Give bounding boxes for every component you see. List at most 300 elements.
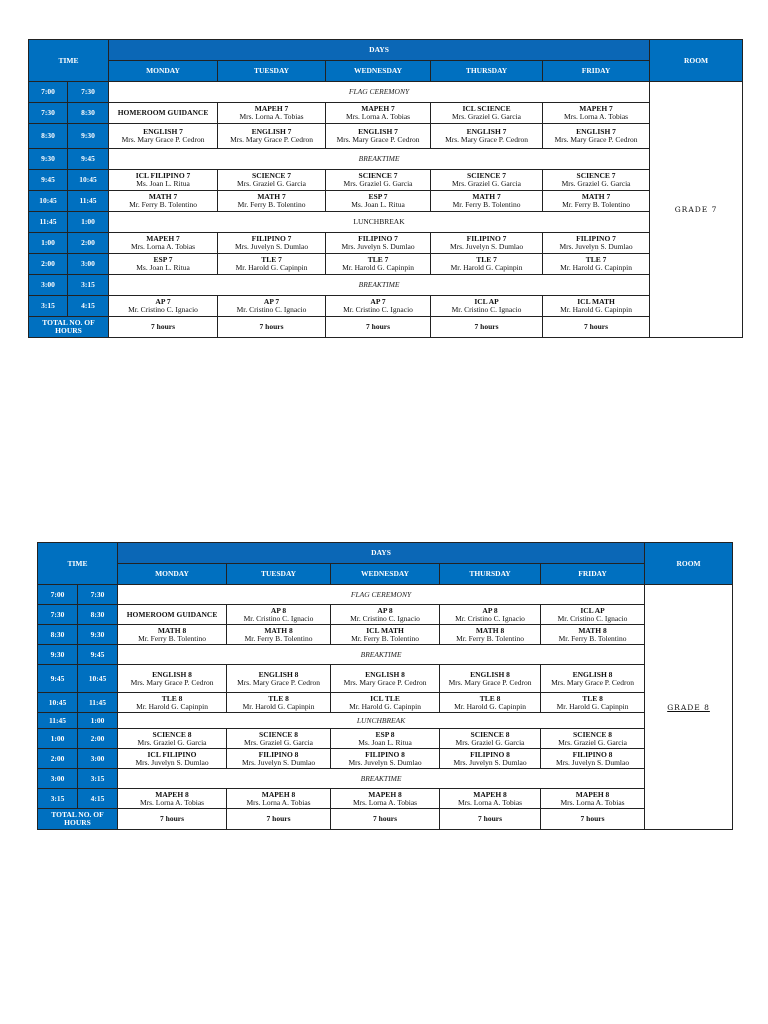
teacher-name: Mrs. Mary Grace P. Cedron xyxy=(336,135,420,144)
teacher-name: Mrs. Mary Grace P. Cedron xyxy=(445,135,528,144)
time-end: 4:15 xyxy=(78,789,118,809)
class-cell xyxy=(109,233,218,254)
subject-name: ICL FILIPINO xyxy=(147,749,197,759)
time-start: 8:30 xyxy=(29,124,68,149)
total-hours-value: 7 hours xyxy=(331,809,440,830)
day-tuesday-header: TUESDAY xyxy=(227,564,331,585)
class-cell xyxy=(331,789,440,809)
class-cell xyxy=(218,254,326,275)
schedule-special-row xyxy=(29,212,743,233)
teacher-name: Mrs. Lorna A. Tobias xyxy=(563,112,629,121)
class-cell xyxy=(227,605,331,625)
subject-name: SCIENCE 8 xyxy=(573,729,613,739)
subject-name: ENGLISH 7 xyxy=(143,127,183,136)
teacher-name: Mrs. Lorna A. Tobias xyxy=(246,797,311,807)
subject-name: MAPEH 7 xyxy=(254,104,289,113)
class-cell xyxy=(431,170,543,191)
schedule-row xyxy=(29,254,743,275)
teacher-name: Mrs. Graziel G. Garcia xyxy=(558,737,627,747)
time-start: 9:30 xyxy=(29,149,68,170)
time-start: 1:00 xyxy=(29,233,68,254)
time-end: 9:30 xyxy=(68,124,109,149)
special-period-label: LUNCHBREAK xyxy=(109,212,650,233)
class-cell xyxy=(227,693,331,713)
class-cell xyxy=(326,124,431,149)
subject-name: AP 7 xyxy=(370,297,386,306)
days-header: DAYS xyxy=(118,543,645,564)
class-cell xyxy=(431,103,543,124)
class-cell xyxy=(541,665,645,693)
subject-name: MATH 7 xyxy=(472,192,501,201)
time-end: 7:30 xyxy=(68,82,109,103)
subject-name: MATH 8 xyxy=(157,625,187,635)
total-hours-value: 7 hours xyxy=(218,317,326,338)
subject-name: SCIENCE 8 xyxy=(259,729,298,739)
total-hours-value: 7 hours xyxy=(543,317,650,338)
subject-name: SCIENCE 7 xyxy=(467,171,506,180)
schedule-special-row xyxy=(38,713,733,729)
total-hours-value: 7 hours xyxy=(118,809,227,830)
class-cell xyxy=(218,233,326,254)
grade-7-schedule-table xyxy=(28,39,743,338)
class-cell xyxy=(109,254,218,275)
class-cell xyxy=(331,729,440,749)
room-header: ROOM xyxy=(650,40,743,82)
class-cell xyxy=(543,103,650,124)
days-header: DAYS xyxy=(109,40,650,61)
class-cell xyxy=(331,665,440,693)
class-cell xyxy=(118,693,227,713)
teacher-name: Mrs. Lorna A. Tobias xyxy=(560,797,625,807)
time-header: TIME xyxy=(38,543,118,585)
subject-name: ESP 7 xyxy=(153,255,173,264)
subject-name: FILIPINO 7 xyxy=(358,234,398,243)
teacher-name: Mr. Ferry B. Tolentino xyxy=(562,200,630,209)
teacher-name: Mrs. Mary Grace P. Cedron xyxy=(448,677,532,687)
subject-name: ICL MATH xyxy=(366,625,404,635)
schedule-row xyxy=(38,749,733,769)
schedule-body xyxy=(38,585,733,830)
subject-name: TLE 7 xyxy=(476,255,497,264)
schedule-row xyxy=(29,103,743,124)
class-cell xyxy=(543,124,650,149)
class-cell xyxy=(331,749,440,769)
subject-name: HOMEROOM GUIDANCE xyxy=(117,108,209,117)
teacher-name: Mr. Harold G. Capinpin xyxy=(560,263,632,272)
teacher-name: Mrs. Juvelyn S. Dumlao xyxy=(555,757,630,767)
teacher-name: Mrs. Graziel G. Garcia xyxy=(237,179,306,188)
class-cell xyxy=(431,233,543,254)
time-header: TIME xyxy=(29,40,109,82)
class-cell xyxy=(541,605,645,625)
special-period-label: FLAG CEREMONY xyxy=(109,82,650,103)
teacher-name: Mr. Ferry B. Tolentino xyxy=(452,200,521,209)
time-end: 9:30 xyxy=(78,625,118,645)
day-wednesday-header: WEDNESDAY xyxy=(331,564,440,585)
teacher-name: Mrs. Juvelyn S. Dumlao xyxy=(453,757,527,767)
subject-name: TLE 8 xyxy=(268,693,289,703)
class-cell xyxy=(118,789,227,809)
subject-name: SCIENCE 8 xyxy=(152,729,192,739)
time-start: 10:45 xyxy=(29,191,68,212)
class-cell xyxy=(227,625,331,645)
time-end: 2:00 xyxy=(68,233,109,254)
teacher-name: Mrs. Juvelyn S. Dumlao xyxy=(135,757,209,767)
class-cell xyxy=(326,254,431,275)
class-cell xyxy=(109,296,218,317)
subject-name: HOMEROOM GUIDANCE xyxy=(126,609,218,619)
teacher-name: Mrs. Mary Grace P. Cedron xyxy=(551,677,634,687)
special-period-label: BREAKTIME xyxy=(109,275,650,296)
subject-name: TLE 8 xyxy=(479,693,501,703)
total-hours-label: TOTAL NO. OF HOURS xyxy=(29,317,109,338)
special-period-label: BREAKTIME xyxy=(109,149,650,170)
subject-name: SCIENCE 7 xyxy=(358,171,398,180)
class-cell xyxy=(118,749,227,769)
day-tuesday-header: TUESDAY xyxy=(218,61,326,82)
teacher-name: Mrs. Mary Grace P. Cedron xyxy=(130,677,214,687)
subject-name: MATH 7 xyxy=(148,192,178,201)
subject-name: SCIENCE 7 xyxy=(252,171,291,180)
teacher-name: Mr. Harold G. Capinpin xyxy=(349,701,421,711)
schedule-row xyxy=(38,693,733,713)
subject-name: ICL TLE xyxy=(370,693,400,703)
subject-name: SCIENCE 8 xyxy=(470,729,510,739)
class-cell xyxy=(326,170,431,191)
teacher-name: Mr. Cristino C. Ignacio xyxy=(451,305,522,314)
class-cell xyxy=(431,296,543,317)
schedule-special-row xyxy=(29,149,743,170)
schedule-row xyxy=(38,605,733,625)
schedule-row xyxy=(38,729,733,749)
subject-name: MATH 8 xyxy=(264,625,293,635)
subject-name: MATH 7 xyxy=(257,192,286,201)
time-end: 3:15 xyxy=(68,275,109,296)
subject-name: FILIPINO 8 xyxy=(572,749,613,759)
teacher-name: Mrs. Juvelyn S. Dumlao xyxy=(348,757,422,767)
teacher-name: Mrs. Mary Grace P. Cedron xyxy=(230,135,313,144)
time-end: 3:00 xyxy=(68,254,109,275)
teacher-name: Ms. Joan L. Ritua xyxy=(136,179,190,188)
time-start: 3:00 xyxy=(38,769,78,789)
class-cell xyxy=(218,191,326,212)
teacher-name: Mrs. Graziel G. Garcia xyxy=(455,737,525,747)
teacher-name: Mrs. Juvelyn S. Dumlao xyxy=(234,242,309,251)
class-cell xyxy=(218,124,326,149)
teacher-name: Mr. Ferry B. Tolentino xyxy=(558,633,627,643)
class-cell xyxy=(109,103,218,124)
time-start: 9:45 xyxy=(29,170,68,191)
subject-name: MAPEH 7 xyxy=(146,234,180,243)
teacher-name: Mr. Cristino C. Ignacio xyxy=(557,613,628,623)
subject-name: FILIPINO 8 xyxy=(365,749,405,759)
teacher-name: Ms. Joan L. Ritua xyxy=(358,737,412,747)
teacher-name: Mrs. Mary Grace P. Cedron xyxy=(343,677,427,687)
time-end: 4:15 xyxy=(68,296,109,317)
teacher-name: Mrs. Graziel G. Garcia xyxy=(244,737,313,747)
class-cell xyxy=(109,124,218,149)
teacher-name: Mrs. Juvelyn S. Dumlao xyxy=(341,242,415,251)
class-cell xyxy=(218,103,326,124)
time-start: 7:00 xyxy=(29,82,68,103)
class-cell xyxy=(331,625,440,645)
subject-name: ESP 7 xyxy=(368,192,388,201)
teacher-name: Mrs. Lorna A. Tobias xyxy=(130,242,196,251)
teacher-name: Mr. Harold G. Capinpin xyxy=(454,701,526,711)
class-cell xyxy=(440,693,541,713)
subject-name: ENGLISH 7 xyxy=(466,127,507,136)
class-cell xyxy=(118,625,227,645)
teacher-name: Mrs. Mary Grace P. Cedron xyxy=(237,677,320,687)
teacher-name: Mr. Harold G. Capinpin xyxy=(235,263,308,272)
time-start: 2:00 xyxy=(38,749,78,769)
subject-name: ESP 8 xyxy=(375,729,395,739)
teacher-name: Mrs. Lorna A. Tobias xyxy=(345,112,411,121)
subject-name: ENGLISH 7 xyxy=(576,127,616,136)
schedule-row xyxy=(38,789,733,809)
schedule-row xyxy=(29,124,743,149)
time-start: 11:45 xyxy=(38,713,78,729)
class-cell xyxy=(227,665,331,693)
schedule-body xyxy=(29,82,743,338)
day-monday-header: MONDAY xyxy=(118,564,227,585)
schedule-special-row xyxy=(38,769,733,789)
special-period-label: BREAKTIME xyxy=(118,645,645,665)
class-cell xyxy=(331,693,440,713)
teacher-name: Mr. Ferry B. Tolentino xyxy=(129,200,197,209)
subject-name: MAPEH 7 xyxy=(579,104,613,113)
teacher-name: Mrs. Juvelyn S. Dumlao xyxy=(241,757,316,767)
teacher-name: Mr. Harold G. Capinpin xyxy=(450,263,523,272)
time-start: 10:45 xyxy=(38,693,78,713)
teacher-name: Mrs. Lorna A. Tobias xyxy=(457,797,523,807)
time-end: 3:00 xyxy=(78,749,118,769)
time-start: 1:00 xyxy=(38,729,78,749)
class-cell xyxy=(118,729,227,749)
day-thursday-header: THURSDAY xyxy=(440,564,541,585)
time-start: 7:30 xyxy=(38,605,78,625)
class-cell xyxy=(227,749,331,769)
class-cell xyxy=(440,605,541,625)
time-end: 8:30 xyxy=(78,605,118,625)
time-end: 8:30 xyxy=(68,103,109,124)
total-hours-row xyxy=(29,317,743,338)
subject-name: ICL SCIENCE xyxy=(462,104,511,113)
schedule-special-row xyxy=(29,82,743,103)
class-cell xyxy=(227,729,331,749)
class-cell xyxy=(218,296,326,317)
class-cell xyxy=(541,729,645,749)
class-cell xyxy=(326,296,431,317)
teacher-name: Mr. Cristino C. Ignacio xyxy=(350,613,420,623)
class-cell xyxy=(440,789,541,809)
room-label: GRADE 7 xyxy=(650,82,743,338)
teacher-name: Mrs. Mary Grace P. Cedron xyxy=(554,135,638,144)
subject-name: MAPEH 8 xyxy=(575,789,610,799)
schedule-row xyxy=(29,170,743,191)
subject-name: AP 7 xyxy=(155,297,171,306)
subject-name: MAPEH 7 xyxy=(361,104,395,113)
schedule-special-row xyxy=(38,645,733,665)
subject-name: TLE 7 xyxy=(261,255,282,264)
subject-name: TLE 8 xyxy=(161,693,183,703)
time-start: 9:45 xyxy=(38,665,78,693)
day-wednesday-header: WEDNESDAY xyxy=(326,61,431,82)
time-start: 3:00 xyxy=(29,275,68,296)
schedule-row xyxy=(38,625,733,645)
subject-name: ENGLISH 7 xyxy=(251,127,292,136)
teacher-name: Mr. Harold G. Capinpin xyxy=(242,701,315,711)
time-end: 9:45 xyxy=(68,149,109,170)
teacher-name: Mrs. Graziel G. Garcia xyxy=(452,112,521,121)
schedule-row xyxy=(29,296,743,317)
subject-name: AP 8 xyxy=(377,605,393,615)
day-monday-header: MONDAY xyxy=(109,61,218,82)
schedule-row xyxy=(29,191,743,212)
teacher-name: Mrs. Graziel G. Garcia xyxy=(137,737,207,747)
time-end: 11:45 xyxy=(78,693,118,713)
class-cell xyxy=(431,254,543,275)
subject-name: FILIPINO 7 xyxy=(576,234,616,243)
subject-name: FILIPINO 7 xyxy=(466,234,507,243)
teacher-name: Ms. Joan L. Ritua xyxy=(136,263,190,272)
subject-name: ENGLISH 7 xyxy=(358,127,398,136)
class-cell xyxy=(543,170,650,191)
subject-name: MAPEH 8 xyxy=(261,789,296,799)
time-start: 2:00 xyxy=(29,254,68,275)
subject-name: ENGLISH 8 xyxy=(152,669,192,679)
subject-name: MAPEH 8 xyxy=(155,789,189,799)
subject-name: FILIPINO 8 xyxy=(470,749,510,759)
class-cell xyxy=(543,296,650,317)
class-cell xyxy=(543,254,650,275)
subject-name: AP 8 xyxy=(270,605,287,615)
time-start: 3:15 xyxy=(38,789,78,809)
teacher-name: Mr. Ferry B. Tolentino xyxy=(138,633,206,643)
time-end: 1:00 xyxy=(68,212,109,233)
class-cell xyxy=(218,170,326,191)
class-cell xyxy=(118,665,227,693)
class-cell xyxy=(541,789,645,809)
teacher-name: Mr. Harold G. Capinpin xyxy=(560,305,632,314)
class-cell xyxy=(541,693,645,713)
subject-name: ENGLISH 8 xyxy=(470,669,510,679)
subject-name: TLE 8 xyxy=(582,693,603,703)
class-cell xyxy=(118,605,227,625)
teacher-name: Mr. Cristino C. Ignacio xyxy=(128,305,198,314)
day-thursday-header: THURSDAY xyxy=(431,61,543,82)
teacher-name: Mr. Harold G. Capinpin xyxy=(342,263,414,272)
class-cell xyxy=(326,191,431,212)
teacher-name: Mr. Ferry B. Tolentino xyxy=(351,633,419,643)
schedule-row xyxy=(38,665,733,693)
total-hours-value: 7 hours xyxy=(541,809,645,830)
subject-name: MAPEH 8 xyxy=(473,789,507,799)
class-cell xyxy=(543,191,650,212)
teacher-name: Mr. Cristino C. Ignacio xyxy=(455,613,525,623)
schedule-special-row xyxy=(38,585,733,605)
subject-name: FILIPINO 8 xyxy=(258,749,299,759)
class-cell xyxy=(431,124,543,149)
grade-8-schedule-table xyxy=(37,542,733,830)
subject-name: TLE 7 xyxy=(367,255,389,264)
time-end: 11:45 xyxy=(68,191,109,212)
teacher-name: Mrs. Lorna A. Tobias xyxy=(352,797,418,807)
time-end: 1:00 xyxy=(78,713,118,729)
day-friday-header: FRIDAY xyxy=(541,564,645,585)
teacher-name: Mrs. Juvelyn S. Dumlao xyxy=(449,242,524,251)
subject-name: ENGLISH 8 xyxy=(258,669,299,679)
subject-name: ICL MATH xyxy=(577,297,615,306)
class-cell xyxy=(227,789,331,809)
subject-name: AP 7 xyxy=(263,297,280,306)
subject-name: ICL AP xyxy=(474,297,499,306)
schedule-special-row xyxy=(29,275,743,296)
time-end: 7:30 xyxy=(78,585,118,605)
total-hours-value: 7 hours xyxy=(109,317,218,338)
subject-name: MATH 8 xyxy=(475,625,505,635)
time-start: 11:45 xyxy=(29,212,68,233)
teacher-name: Mr. Ferry B. Tolentino xyxy=(237,200,306,209)
class-cell xyxy=(326,103,431,124)
class-cell xyxy=(109,170,218,191)
total-hours-value: 7 hours xyxy=(227,809,331,830)
subject-name: MAPEH 8 xyxy=(368,789,402,799)
teacher-name: Mrs. Graziel G. Garcia xyxy=(452,179,521,188)
teacher-name: Mr. Ferry B. Tolentino xyxy=(244,633,313,643)
room-label: GRADE 8 xyxy=(645,585,733,830)
teacher-name: Mr. Cristino C. Ignacio xyxy=(343,305,413,314)
teacher-name: Mr. Cristino C. Ignacio xyxy=(236,305,307,314)
subject-name: MATH 7 xyxy=(581,192,611,201)
teacher-name: Mrs. Lorna A. Tobias xyxy=(239,112,304,121)
day-friday-header: FRIDAY xyxy=(543,61,650,82)
time-start: 7:30 xyxy=(29,103,68,124)
subject-name: FILIPINO 7 xyxy=(251,234,292,243)
class-cell xyxy=(326,233,431,254)
teacher-name: Mrs. Graziel G. Garcia xyxy=(343,179,413,188)
teacher-name: Mrs. Mary Grace P. Cedron xyxy=(121,135,205,144)
teacher-name: Ms. Joan L. Ritua xyxy=(351,200,405,209)
special-period-label: FLAG CEREMONY xyxy=(118,585,645,605)
time-start: 3:15 xyxy=(29,296,68,317)
class-cell xyxy=(440,665,541,693)
special-period-label: LUNCHBREAK xyxy=(118,713,645,729)
class-cell xyxy=(440,625,541,645)
class-cell xyxy=(541,625,645,645)
time-end: 10:45 xyxy=(68,170,109,191)
teacher-name: Mr. Ferry B. Tolentino xyxy=(456,633,524,643)
time-start: 9:30 xyxy=(38,645,78,665)
class-cell xyxy=(331,605,440,625)
time-start: 8:30 xyxy=(38,625,78,645)
teacher-name: Mrs. Juvelyn S. Dumlao xyxy=(559,242,633,251)
subject-name: TLE 7 xyxy=(585,255,607,264)
teacher-name: Mrs. Graziel G. Garcia xyxy=(561,179,631,188)
total-hours-value: 7 hours xyxy=(440,809,541,830)
time-start: 7:00 xyxy=(38,585,78,605)
subject-name: AP 8 xyxy=(482,605,498,615)
teacher-name: Mr. Harold G. Capinpin xyxy=(136,701,208,711)
total-hours-value: 7 hours xyxy=(326,317,431,338)
total-hours-label: TOTAL NO. OF HOURS xyxy=(38,809,118,830)
teacher-name: Mr. Cristino C. Ignacio xyxy=(243,613,314,623)
subject-name: ENGLISH 8 xyxy=(365,669,405,679)
time-end: 2:00 xyxy=(78,729,118,749)
subject-name: MATH 8 xyxy=(578,625,607,635)
subject-name: SCIENCE 7 xyxy=(576,171,616,180)
total-hours-value: 7 hours xyxy=(431,317,543,338)
